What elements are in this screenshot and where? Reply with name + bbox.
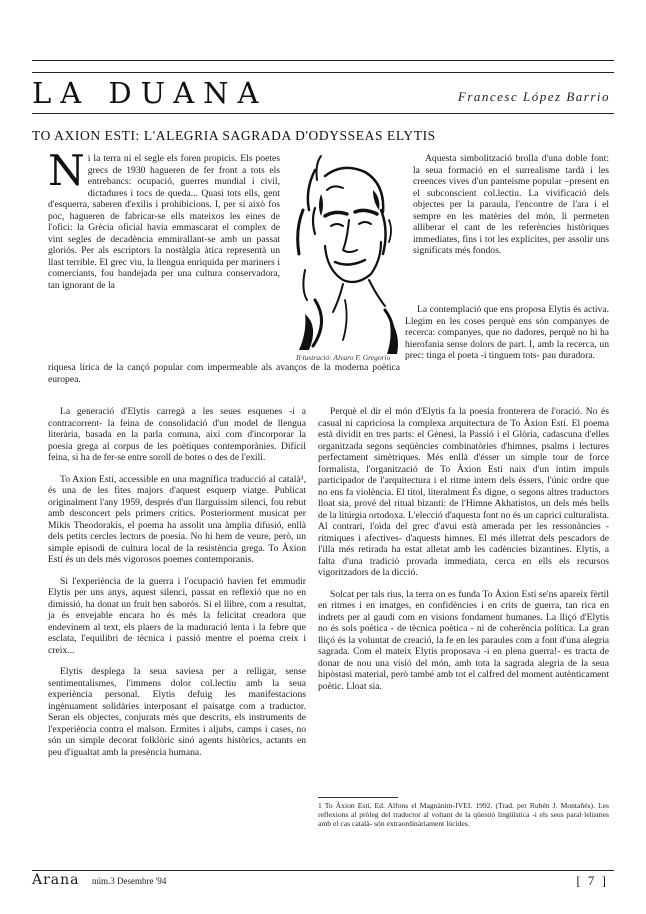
portrait-illustration	[285, 150, 409, 360]
lead-right-column-2	[405, 304, 609, 372]
left-paragraph-1: La generació d'Elytis carregà a les seues esquenes -i a contracorrent- la feina de consolidació d'un model de llengua literària, basada en la parla comuna, així com d'incorporar la poesia grega al corpus de les poètiques contemporànies. Difícil feina, si ha de fer-se entre soroll de botes o des de l'exili.	[48, 406, 306, 463]
masthead	[32, 76, 614, 110]
page-number: [ 7 ]	[576, 873, 608, 888]
lead-continuation-text: riquesa lírica de la cançó popular com impermeable als avanços de la moderna poètica europea.	[48, 362, 400, 385]
left-column	[48, 406, 306, 768]
lead-right-column	[413, 153, 609, 267]
right-paragraph-1: Perquè el dir el món d'Elytis fa la poesia fronterera de l'oració. No és casual ni capriciosa la complexa arquitectura de To Àxion Estí. El poema està dividit en tres parts: el Gènesi, la Passió i el Glòria, cadascuna d'elles organitzada segons seqüències combinatòries d'himnes, psalms i lectures perfectament simètriques. Més enllà d'ésser un simple tour de force formalista, l'organització de To Àxion Estí naix d'un íntim impuls participador de l'arquitectura i el ritme intern dels éssers, l'únic ordre que no ens fa violència. El títol, literalment És digne, o segons altres traductors lloat sia, prové del ritual bizantí: de l'Himne Akhatistos, un dels més bells de la litúrgia ortodoxa. L'elecció d'aquesta font no és un caprici culturalista. Al contrari, l'oïda del grec d'avui està amerada per les ressonàncies -rítmiques i afectives- d'aquests himnes. El més illetrat dels pescadors de l'illa més retirada ha estat alletat amb les cadències bizantines. Elytis, a falta d'una tradició provada immediata, cerca en ells els recursos vigoritzadors de la dicció.	[318, 406, 609, 578]
top-rule	[32, 60, 614, 61]
author-name: Francesc López Barrio	[457, 89, 610, 104]
lead-right-paragraph-2: La contemplació que ens proposa Elytis és activa. Llegim en les coses perquè ens són companyes de recerca: companyes, que no dadores, perquè no hi ha hierofania sense dolors de part. I, amb la recerca, un prec: tinga el poeta -i tinguem tots- pau duradora.	[405, 304, 609, 361]
lead-right-paragraph-1: Aquesta simbolització brolla d'una doble font: la seua formació en el surrealisme tardà i les creences vives d'un panteisme popular –present en el subconscient col.lectiu. La vivificació dels objectes per la paraula, l'encontre de l'ara i el sempre en les matèries del món, li permeten alliberar el cant de les referències històriques immediates, fins i tot les explícites, per assolir uns significats més fondos.	[413, 153, 609, 256]
footnote: 1 To Àxion Estí, Ed. Alfons el Magnànim-IVEI. 1992. (Trad. per Rubén J. Montañés). Les reflexions al pròleg del traductor al voltant de la qüestió lingüística -i els seus paral·lelismes amb el cas català- són extraordinàriament lúcides.	[318, 801, 609, 829]
left-paragraph-2: To Axion Estí, accessible en una magnífica traducció al català¹, és una de les fites majors d'aquest esquerp viatge. Publicat originalment l'any 1959, després d'un llarguíssim silenci, fou rebut amb desconcert pels primers crítics. Posteriorment musicat per Mikis Theodorakis, el poema ha assolit una àmplia difusió, enllà dels petits cercles lectors de poesia. No hi hem de veure, però, un simple episodi de cultura local de la resistència grega. To Àxion Estí és un dels més vigorosos poemes contemporanis.	[48, 473, 306, 565]
masthead-bottom-rule	[32, 113, 614, 114]
magazine-logo: Arana	[32, 872, 80, 888]
page-footer	[32, 874, 614, 890]
lead-continuation	[48, 362, 400, 395]
illustration-caption: Il·lustració: Alvaro F. Gregorio	[296, 353, 391, 362]
issue-info: núm.3 Desembre '94	[92, 876, 167, 886]
footnote-rule	[318, 797, 398, 798]
section-name: LA DUANA	[32, 76, 268, 110]
lead-text: i la terra ni el segle els foren propicis. Els poetes grecs de 1930 hagueren de fer front a tots els entrebancs: ocupació, guerres mundial i civil, dictadures i tocs de queda... Quasi tots ells, gent d'esquerra, saberen d'exilis i prohibicions. I, per si això fos poc, hagueren de fabricar-se ells mateixos les eines de l'ofici: la Grècia oficial havia emmascarat el complex de vint segles de decadència emmirallant-se amb un passat gloriós. Per als escriptors la nostàlgia àtica representà un llast terrible. El grec viu, la llengua enriquida per mariners i comerciants, fou bandejada per una cultura conservadora, tan ignorant de la	[48, 153, 280, 291]
masthead-top-rule	[32, 72, 614, 73]
left-paragraph-3: Si l'experiència de la guerra i l'ocupació havien fet emmudir Elytis per uns anys, aquest silenci, passat en reflexió que no en dimissió, ha donat un fruit ben saborós. Si el llibre, com a resultat, ja és envejable encara ho és més la felicitat creadora que endevinem al text, els plaers de la maduració lenta i la febre que esclata, l'equilibri de tècnica i passió mentre el poema creix i creix...	[48, 575, 306, 656]
article-title: TO AXION ESTI: L'ALEGRIA SAGRADA D'ODYSSEAS ELYTIS	[32, 128, 436, 143]
footer-rule	[32, 870, 614, 871]
right-column	[318, 406, 609, 702]
lead-paragraph	[48, 146, 280, 291]
right-paragraph-2: Solcat per tals rius, la terra on es funda To Àxion Estí se'ns apareix fèrtil en ritmes i en imatges, en confidències i en crits de guerra, tan rica en indrets per al gaudi com en visions fondament humanes. La lliçó d'Elytis no és sols poètica - de tècnica poètica - ni de coherència política. La gran lliçó és la voluntat de creació, la fe en les paraules com a font d'una alegria sagrada. Com el mateix Elytis proposava -i en plena guerra!- es tracta de donar de nou una visió del món, amb tota la sagrada alegria de la seua hipòstasi material, però també amb tot el calfred del moment autènticament poètic. Lloat sia.	[318, 588, 609, 692]
drop-cap: N	[48, 146, 85, 195]
lead-left-column	[48, 146, 280, 301]
left-paragraph-4: Elytis desplega la seua saviesa per a relligar, sense sentimentalismes, l'immens dolor col.lectiu amb la seua experiència personal. Elytis defuig les manifestacions ingènuament solidàries interposant el paisatge com a traductor. Seran els objectes, conjurats més que descrits, els instruments de l'experiència contra el malson. Ermites i aljubs, camps i cases, no són un simple decorat folklòric sinó agents històrics, actants en peu d'igualtat amb la presència humana.	[48, 666, 306, 758]
